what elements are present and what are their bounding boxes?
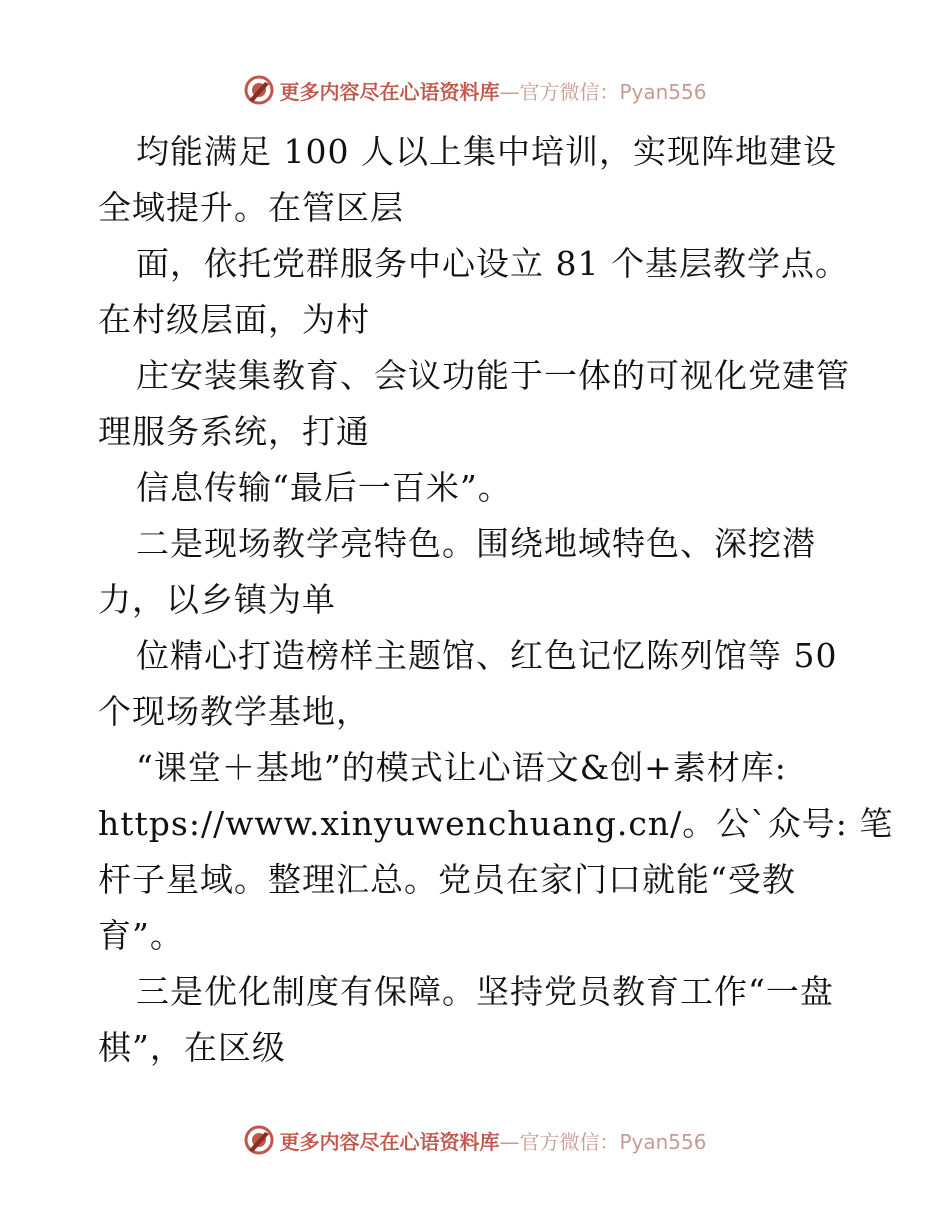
text-line: “课堂＋基地”的模式让心语文&创+素材库: [136,748,787,787]
banner-main-text: 更多内容尽在心语资料库 [279,79,500,104]
text-line: 信息传输“最后一百米”。 [136,468,512,507]
banner-separator: — [499,1129,520,1154]
text-line: 在村级层面，为村 [98,300,370,339]
text-line: 育”。 [98,916,184,955]
header-banner [0,70,950,110]
banner-contact-text: 官方微信：Pyan556 [519,1129,707,1154]
text-line: 力，以乡镇为单 [98,580,336,619]
text-line: 杆子星域。整理汇总。党员在家门口就能“受教 [98,860,796,899]
text-line: 理服务系统，打通 [98,412,370,451]
text-line: 全域提升。在管区层 [98,188,404,227]
footer-banner [0,1120,950,1160]
text-line: 面，依托党群服务中心设立 81 个基层教学点。 [136,244,849,283]
pen-circle-logo-icon [243,74,275,106]
banner-text [279,1126,706,1155]
banner-main-text: 更多内容尽在心语资料库 [279,1129,500,1154]
banner-contact-text: 官方微信：Pyan556 [519,79,707,104]
banner-separator: — [499,79,520,104]
text-line: 三是优化制度有保障。坚持党员教育工作“一盘 [136,972,834,1011]
text-line: 棋”，在区级 [98,1028,286,1067]
text-line: 二是现场教学亮特色。围绕地域特色、深挖潜 [136,524,816,563]
text-line: 均能满足 100 人以上集中培训，实现阵地建设 [136,132,837,171]
text-line: 庄安装集教育、会议功能于一体的可视化党建管 [136,356,850,395]
document-body [98,124,894,1076]
text-line: https://www.xinyuwenchuang.cn/。公`众号: 笔 [98,804,894,843]
pen-circle-logo-icon [243,1124,275,1156]
banner-text [279,76,706,105]
text-line: 个现场教学基地， [98,692,370,731]
text-line: 位精心打造榜样主题馆、红色记忆陈列馆等 50 [136,636,838,675]
